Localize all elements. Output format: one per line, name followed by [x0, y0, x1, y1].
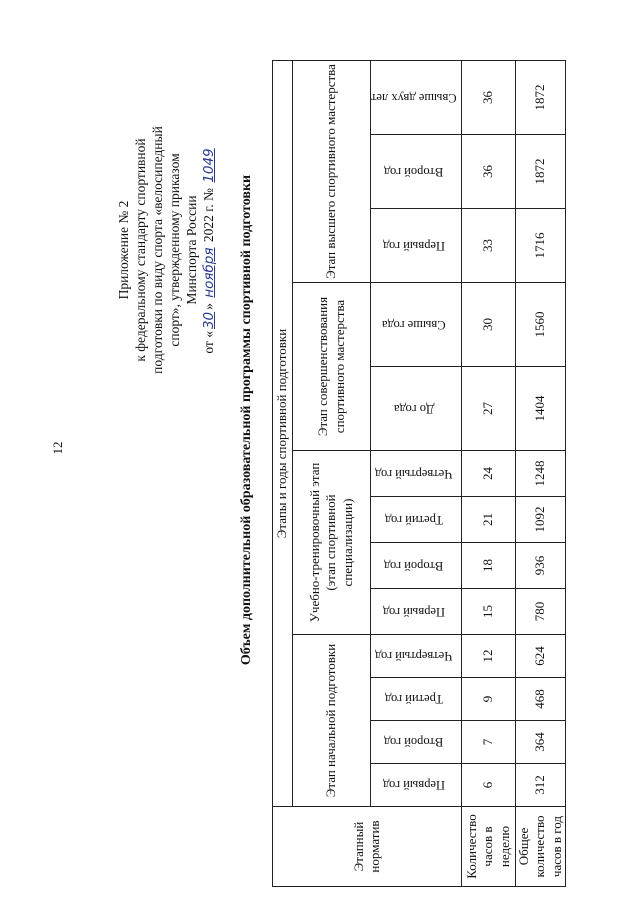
table-cell: 364 [515, 721, 565, 764]
table-cell: 30 [461, 283, 515, 367]
table-cell: 7 [461, 721, 515, 764]
table-cell: 312 [515, 764, 565, 807]
date-mid: » [201, 303, 216, 310]
order-number-handwritten: 1049 [201, 148, 217, 183]
year-header: Свыше года [371, 283, 462, 367]
table-cell: 1248 [515, 451, 565, 497]
date-prefix: от « [201, 331, 216, 354]
table-cell: 1560 [515, 283, 565, 367]
date-day-handwritten: 30 [201, 311, 217, 330]
year-header: Первый год [371, 589, 462, 635]
appendix-title: Приложение № 2 [116, 200, 131, 300]
table-cell: 36 [461, 61, 515, 135]
table-cell: 21 [461, 497, 515, 543]
table-cell: 27 [461, 367, 515, 451]
year-header: Четвертый год [371, 635, 462, 678]
order-date-line [200, 100, 218, 400]
stage-header-improvement: Этап совершенствования спортивного мастерства [293, 283, 371, 451]
document-title: Объем дополнительной образовательной программы спортивной подготовки [239, 174, 254, 666]
table-cell: 1716 [515, 209, 565, 283]
year-header: Третий год [371, 497, 462, 543]
table-cell: 12 [461, 635, 515, 678]
year-header: До года [371, 367, 462, 451]
year-header: Первый год [371, 209, 462, 283]
year-header: Первый год [371, 764, 462, 807]
table-cell: 624 [515, 635, 565, 678]
row-label-hours-per-year: Общее количество часов в год [515, 807, 565, 887]
table-cell: 36 [461, 135, 515, 209]
normative-header: Этапный норматив [273, 807, 462, 887]
appendix-line-3: спорт», утвержденному приказом [167, 153, 182, 347]
table-cell: 6 [461, 764, 515, 807]
table-cell: 936 [515, 543, 565, 589]
table-cell: 9 [461, 678, 515, 721]
table-cell: 18 [461, 543, 515, 589]
table-cell: 24 [461, 451, 515, 497]
stage-header-initial: Этап начальной подготовки [293, 635, 371, 807]
appendix-line-4: Минспорта России [184, 195, 199, 305]
stage-header-training: Учебно-тренировочный этап (этап спортивной специализации) [293, 451, 371, 635]
date-year: 2022 г. № [201, 188, 216, 243]
appendix-line-1: к федеральному стандарту спортивной [133, 138, 148, 362]
year-header: Второй год [371, 135, 462, 209]
appendix-line-2: подготовки по виду спорта «велосипедный [150, 126, 165, 374]
year-header: Четвертый год [371, 451, 462, 497]
stage-header-higher-mastery: Этап высшего спортивного мастерства [293, 61, 371, 283]
rotated-page-content [20, 15, 620, 895]
table-cell: 33 [461, 209, 515, 283]
year-header: Второй год [371, 543, 462, 589]
appendix-header [115, 100, 218, 400]
page-number: 12 [50, 441, 65, 455]
table-cell: 1092 [515, 497, 565, 543]
training-volume-table [272, 60, 566, 887]
row-label-hours-per-week: Количество часов в неделю [461, 807, 515, 887]
table-cell: 1872 [515, 135, 565, 209]
stages-header: Этапы и годы спортивной подготовки [273, 61, 293, 807]
table-cell: 780 [515, 589, 565, 635]
year-header: Третий год [371, 678, 462, 721]
table-cell: 15 [461, 589, 515, 635]
date-month-handwritten: ноября [201, 247, 217, 298]
year-header: Второй год [371, 721, 462, 764]
table-cell: 468 [515, 678, 565, 721]
table-cell: 1404 [515, 367, 565, 451]
year-header: Свыше двух лет [371, 61, 462, 135]
table-cell: 1872 [515, 61, 565, 135]
